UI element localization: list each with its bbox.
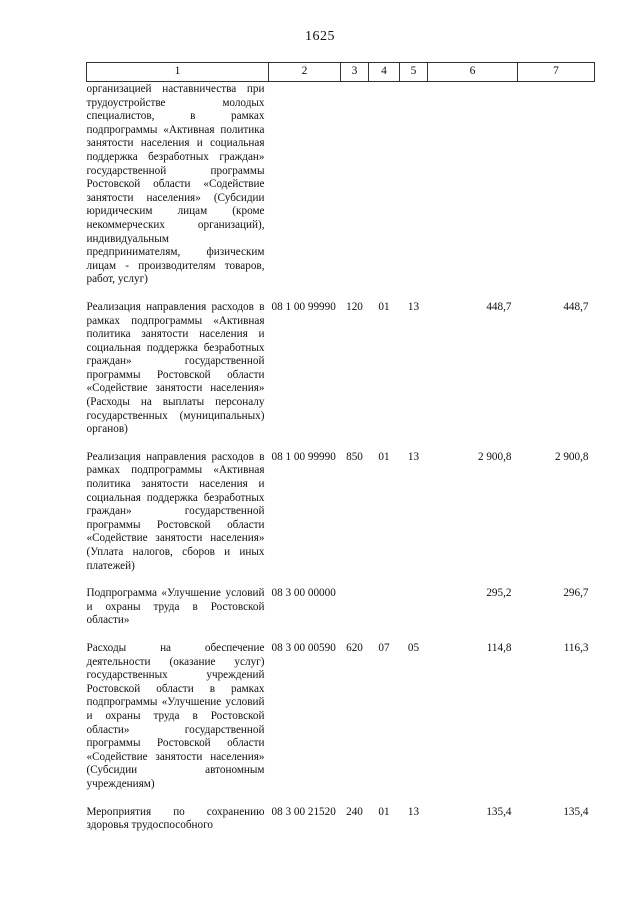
row-target-code: 08 3 00 00590 [271,641,336,654]
row-expense-type: 620 [346,641,363,654]
table-row [87,806,595,833]
table-row [87,642,595,806]
column-header: 6 [428,63,518,82]
row-target-code: 08 1 00 99990 [271,300,336,313]
row-amount-year2: 2 900,8 [554,450,589,463]
row-subsection: 13 [407,450,420,463]
row-subsection: 05 [407,641,420,654]
row-description: Расходы на обеспечение деятельности (оказание услуг) государственных учреждений Ростовской области в рамках подпрограммы «Улучшение условий и охраны труда в Ростовской области» государственной программы Ростовской области «Содействие занятости населения» (Субсидии автономным учреждениям) [86,641,265,790]
column-number-row [87,63,595,82]
table-row [87,82,595,301]
row-expense-type: 120 [346,300,363,313]
column-header: 1 [87,63,269,82]
row-amount-year2: 135,4 [563,805,589,818]
row-section [369,587,400,642]
row-section: 01 [378,300,390,313]
row-amount-year2: 296,7 [563,587,589,600]
row-expense-type: 850 [346,450,363,463]
column-header: 5 [400,63,428,82]
column-header: 4 [369,63,400,82]
row-amount-year1: 2 900,8 [477,450,512,463]
row-section: 01 [378,450,390,463]
row-amount-year1: 135,4 [486,805,512,818]
row-subsection: 13 [407,300,420,313]
row-amount-year1: 295,2 [486,587,512,600]
row-description: Мероприятия по сохранению здоровья трудоспособного [86,805,265,832]
row-description: организацией наставничества при трудоустройстве молодых специалистов, в рамках подпрограммы «Активная политика занятости населения и социальная поддержка безработных граждан» государственной программы Ростовской области «Содействие занятости населения» (Субсидии юридическим лицам (кроме некоммерческих организаций), индивидуальным предпринимателям, физическим лицам - производителям товаров, работ, услуг) [86,83,265,286]
row-description: Реализация направления расходов в рамках подпрограммы «Активная политика занятости населения и социальная поддержка безработных граждан» государственной программы Ростовской области «Содействие занятости населения» (Уплата налогов, сборов и иных платежей) [86,450,265,572]
row-amount-year2 [518,82,595,301]
row-description: Подпрограмма «Улучшение условий и охраны труда в Ростовской области» [86,587,265,627]
row-subsection: 13 [407,805,420,818]
row-section: 01 [378,805,390,818]
budget-table [86,62,595,833]
row-target-code: 08 3 00 21520 [271,805,336,818]
table-row [87,587,595,642]
row-amount-year1: 114,8 [486,641,512,654]
row-expense-type [341,82,369,301]
row-section [369,82,400,301]
row-subsection [400,587,428,642]
column-header: 7 [518,63,595,82]
table-row [87,301,595,451]
page-number: 1625 [305,29,335,44]
row-subsection [400,82,428,301]
column-header: 2 [269,63,341,82]
table-row [87,451,595,587]
row-amount-year1 [428,82,518,301]
row-target-code: 08 3 00 00000 [271,587,336,600]
row-amount-year1: 448,7 [486,300,512,313]
row-expense-type [341,587,369,642]
column-header: 3 [341,63,369,82]
row-amount-year2: 448,7 [563,300,589,313]
row-amount-year2: 116,3 [563,641,589,654]
row-section: 07 [378,641,390,654]
row-target-code [269,82,341,301]
row-description: Реализация направления расходов в рамках подпрограммы «Активная политика занятости населения и социальная поддержка безработных граждан» государственной программы Ростовской области «Содействие занятости населения» (Расходы на выплаты персоналу государственных (муниципальных) органов) [86,300,265,436]
row-expense-type: 240 [346,805,363,818]
row-target-code: 08 1 00 99990 [271,450,336,463]
